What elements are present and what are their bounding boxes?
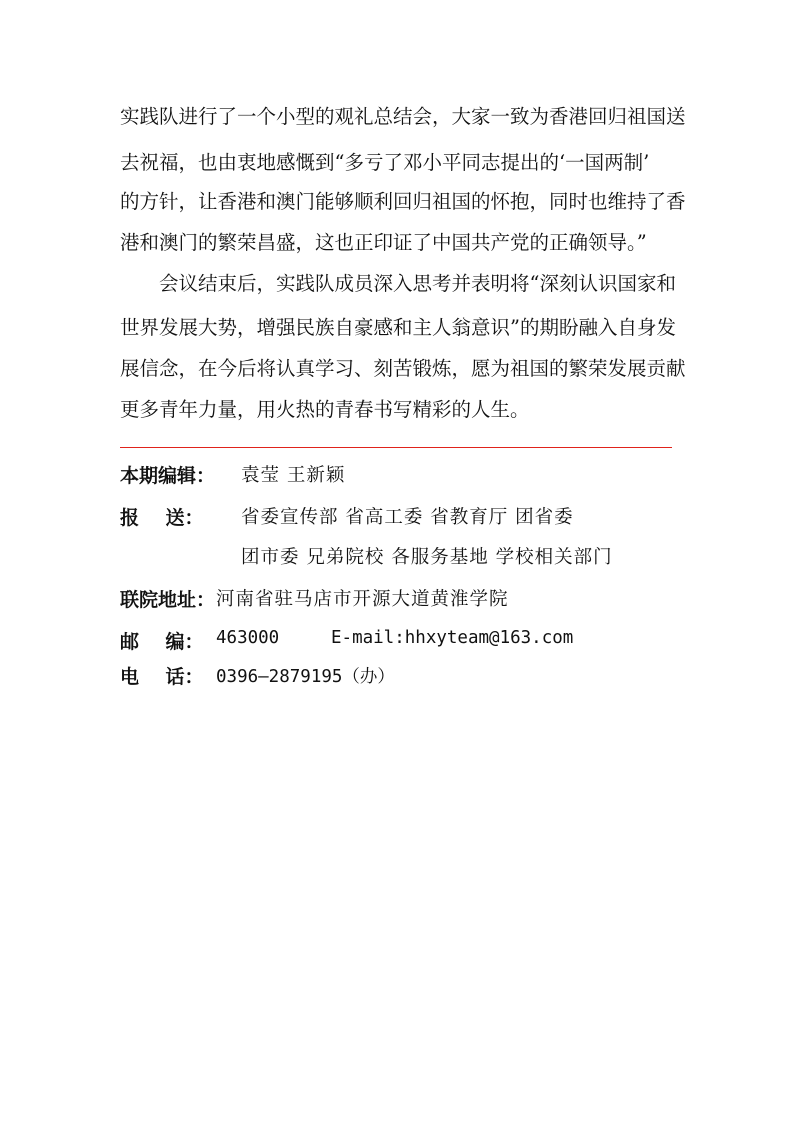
p2-line-2: 世界发展大势，增强民族自豪感和主人翁意识”的期盼融入自身发	[120, 316, 676, 339]
p1-line-1: 实践队进行了一个小型的观礼总结会，大家一致为香港回归祖国送	[120, 105, 686, 128]
p2-line-4: 更多青年力量，用火热的青春书写精彩的人生。	[120, 398, 530, 421]
p2-line-1: 会议结束后，实践队成员深入思考并表明将“深刻认识国家和	[159, 272, 676, 295]
report-line-2: 团市委 兄弟院校 各服务基地 学校相关部门	[241, 547, 613, 568]
p1-line-2: 去祝福，也由衷地感慨到“多亏了邓小平同志提出的‘一国两制’	[120, 151, 650, 174]
postcode-label: 邮 编：	[120, 631, 204, 653]
phone-label: 电 话：	[120, 666, 204, 688]
email-value: E-mail:hhxyteam@163.com	[331, 628, 574, 648]
p1-line-4: 港和澳门的繁荣昌盛，这也正印证了中国共产党的正确领导。”	[120, 231, 647, 254]
report-label: 报 送：	[120, 507, 204, 529]
editors-label: 本期编辑：	[120, 465, 216, 487]
editors-value: 袁莹 王新颖	[241, 465, 346, 486]
address-value: 河南省驻马店市开源大道黄淮学院	[216, 589, 509, 610]
phone-value: 0396—2879195（办）	[216, 667, 395, 687]
address-label: 联院地址：	[120, 589, 216, 611]
red-divider	[120, 447, 672, 448]
postcode-value: 463000	[216, 628, 280, 648]
p1-line-3: 的方针，让香港和澳门能够顺利回归祖国的怀抱，同时也维持了香	[120, 190, 686, 213]
p2-line-3: 展信念，在今后将认真学习、刻苦锻炼，愿为祖国的繁荣发展贡献	[120, 357, 686, 380]
report-line-1: 省委宣传部 省高工委 省教育厅 团省委	[241, 507, 574, 528]
